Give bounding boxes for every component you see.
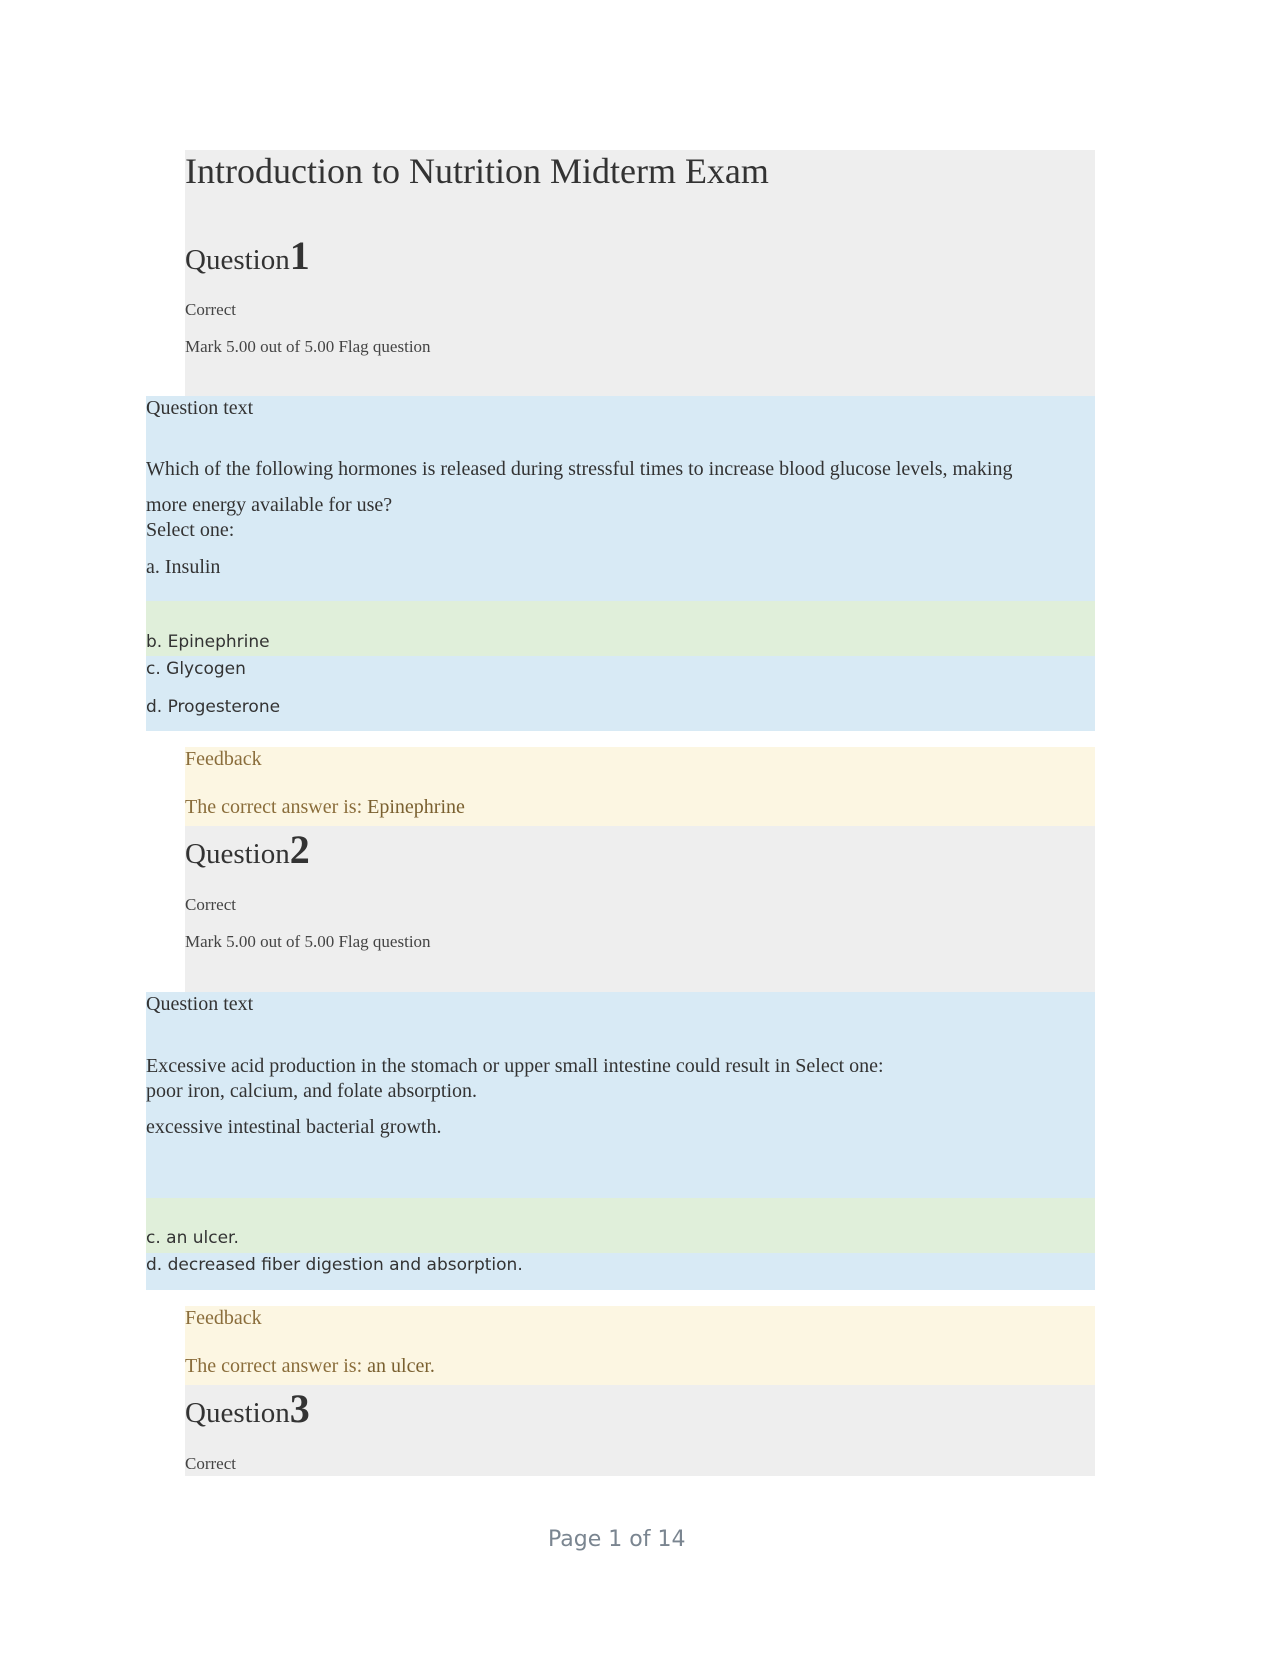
question-1-feedback-heading: Feedback bbox=[185, 748, 262, 770]
question-1-feedback-text bbox=[185, 796, 465, 819]
question-1-prompt-line1: Which of the following hormones is released during stressful times to increase blood glucose levels, making bbox=[146, 458, 1013, 480]
question-3-state: Correct bbox=[185, 1454, 236, 1473]
feedback-prefix: The correct answer is: bbox=[185, 796, 368, 818]
question-label: Question bbox=[185, 1397, 290, 1429]
question-2-mark: Mark 5.00 out of 5.00 Flag question bbox=[185, 932, 431, 951]
question-2-text-heading: Question text bbox=[146, 993, 254, 1015]
question-number: 1 bbox=[289, 233, 310, 278]
question-2-option-b[interactable]: excessive intestinal bacterial growth. bbox=[146, 1116, 442, 1138]
question-1-option-a[interactable]: a. Insulin bbox=[146, 556, 221, 578]
question-1-text-heading: Question text bbox=[146, 397, 254, 419]
question-number: 3 bbox=[289, 1386, 310, 1431]
question-1-state: Correct bbox=[185, 300, 236, 319]
question-label: Question bbox=[185, 244, 290, 276]
question-3-header bbox=[185, 1385, 1095, 1476]
question-2-correct-option-highlight bbox=[146, 1198, 1095, 1253]
feedback-answer: Epinephrine bbox=[367, 796, 465, 818]
page-number: Page 1 of 14 bbox=[548, 1527, 686, 1552]
question-1-option-b[interactable]: b. Epinephrine bbox=[146, 632, 270, 652]
question-2-prompt: Excessive acid production in the stomach or upper small intestine could result in Select one: bbox=[146, 1055, 884, 1077]
question-2-option-a[interactable]: poor iron, calcium, and folate absorption. bbox=[146, 1080, 478, 1102]
question-1-heading bbox=[185, 232, 310, 279]
question-1-correct-option-highlight bbox=[146, 601, 1095, 656]
question-2-option-d[interactable]: d. decreased fiber digestion and absorption. bbox=[146, 1255, 523, 1275]
feedback-answer: an ulcer. bbox=[367, 1355, 435, 1377]
question-1-text-block bbox=[146, 396, 1095, 731]
question-2-feedback-text bbox=[185, 1355, 435, 1378]
question-2-heading bbox=[185, 826, 310, 873]
question-1-prompt-line2: more energy available for use? bbox=[146, 494, 393, 516]
feedback-prefix: The correct answer is: bbox=[185, 1355, 368, 1377]
question-3-heading bbox=[185, 1385, 310, 1432]
question-2-option-c[interactable]: c. an ulcer. bbox=[146, 1228, 239, 1248]
page-title: Introduction to Nutrition Midterm Exam bbox=[185, 151, 769, 191]
question-1-select-one: Select one: bbox=[146, 519, 235, 541]
question-1-option-c[interactable]: c. Glycogen bbox=[146, 659, 246, 679]
question-label: Question bbox=[185, 838, 290, 870]
question-2-state: Correct bbox=[185, 895, 236, 914]
question-2-feedback-heading: Feedback bbox=[185, 1307, 262, 1329]
question-2-header bbox=[185, 826, 1095, 992]
question-1-option-d[interactable]: d. Progesterone bbox=[146, 697, 281, 717]
question-number: 2 bbox=[289, 827, 310, 872]
question-1-mark: Mark 5.00 out of 5.00 Flag question bbox=[185, 337, 431, 356]
